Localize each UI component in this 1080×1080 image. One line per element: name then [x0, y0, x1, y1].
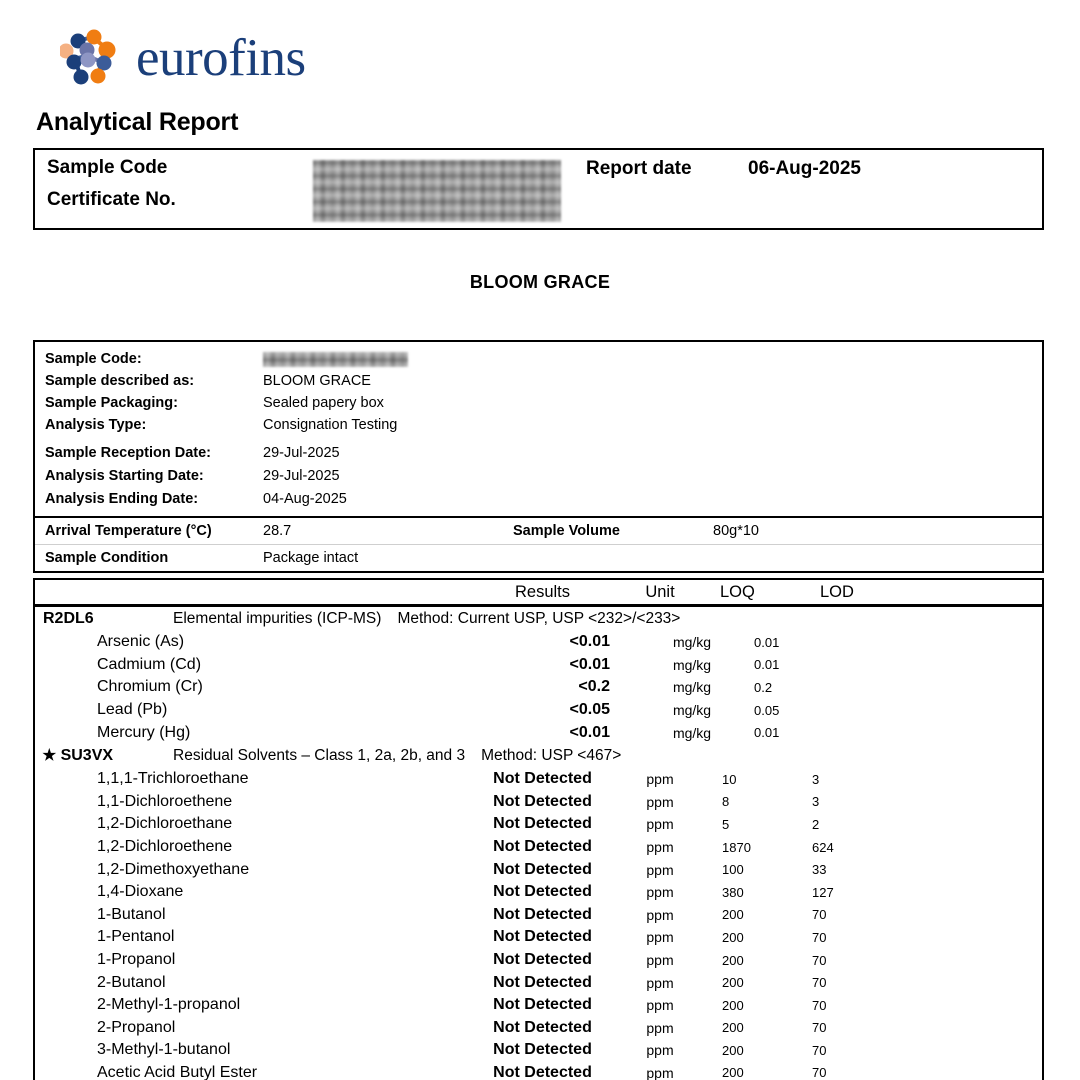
analyte-unit: ppm — [646, 793, 674, 810]
table-row — [35, 768, 1042, 791]
report-date-value: 06-Aug-2025 — [748, 158, 861, 179]
analyte-unit: ppm — [646, 839, 674, 856]
results-group-method: Method: USP <467> — [481, 746, 622, 764]
table-row — [35, 926, 1042, 949]
sample-info-row — [35, 370, 1042, 392]
analyte-lod: 70 — [812, 907, 827, 923]
analyte-name: 1-Propanol — [97, 951, 176, 969]
analyte-name: 1,2-Dichloroethene — [97, 838, 233, 856]
analyte-loq: 10 — [722, 771, 737, 787]
results-group-header — [35, 607, 1042, 631]
analyte-name: 1,1-Dichloroethene — [97, 792, 233, 810]
analyte-loq: 5 — [722, 816, 730, 832]
analyte-name: 2-Butanol — [97, 973, 166, 991]
brand-logo — [60, 26, 306, 90]
analyte-lod: 70 — [812, 997, 827, 1013]
analyte-unit: ppm — [646, 1042, 674, 1059]
analyte-lod: 3 — [812, 771, 820, 787]
analyte-unit: mg/kg — [672, 679, 712, 696]
sample-info-row — [35, 441, 1042, 464]
analyte-loq: 200 — [722, 997, 744, 1013]
results-group-code — [43, 610, 173, 628]
analyte-unit: ppm — [646, 997, 674, 1014]
analyte-result: Not Detected — [493, 928, 592, 946]
analyte-lod: 2 — [812, 816, 820, 832]
results-table-body — [35, 607, 1042, 1080]
table-row — [35, 1062, 1042, 1080]
analyte-name: 1,1,1-Trichloroethane — [97, 770, 249, 788]
table-row — [35, 631, 1042, 654]
analyte-result: Not Detected — [493, 951, 592, 969]
analyte-unit: ppm — [646, 974, 674, 991]
sample-volume-value: 80g*10 — [713, 523, 759, 539]
analyte-result: <0.01 — [569, 633, 610, 651]
sample-info-value: BLOOM GRACE — [263, 373, 371, 389]
analyte-name: 1-Butanol — [97, 905, 166, 923]
analyte-result: Not Detected — [493, 996, 592, 1014]
analyte-unit: ppm — [646, 952, 674, 969]
analyte-unit: ppm — [646, 1064, 674, 1080]
sample-info-label: Sample Code: — [45, 351, 142, 367]
sample-condition-row — [35, 544, 1042, 571]
analyte-loq: 8 — [722, 794, 730, 810]
column-header-lod: LOD — [820, 582, 854, 601]
sample-info-label: Analysis Type: — [45, 417, 147, 433]
analyte-result: Not Detected — [493, 860, 592, 878]
sample-condition-label: Sample Condition — [45, 550, 169, 566]
analyte-name: 1,2-Dimethoxyethane — [97, 860, 250, 878]
arrival-temperature-row — [35, 516, 1042, 544]
sample-info-label: Sample Packaging: — [45, 395, 178, 411]
sample-info-row — [35, 487, 1042, 510]
analyte-loq: 0.01 — [754, 725, 780, 741]
analyte-unit: ppm — [646, 771, 674, 788]
sample-info-label: Analysis Starting Date: — [45, 467, 204, 484]
sample-info-value: 04-Aug-2025 — [263, 490, 347, 507]
analyte-unit: ppm — [646, 861, 674, 878]
sample-info-value: 29-Jul-2025 — [263, 444, 340, 461]
analyte-result: <0.2 — [578, 678, 610, 696]
sample-info-value: 29-Jul-2025 — [263, 467, 340, 484]
table-row — [35, 813, 1042, 836]
table-row — [35, 971, 1042, 994]
table-row — [35, 699, 1042, 722]
brand-wordmark: eurofins — [136, 28, 306, 87]
analyte-name: 2-Methyl-1-propanol — [97, 996, 241, 1014]
analyte-lod: 70 — [812, 1042, 827, 1058]
table-row — [35, 949, 1042, 972]
analyte-loq: 200 — [722, 907, 744, 923]
analyte-name: 1,4-Dioxane — [97, 883, 184, 901]
results-group-header — [35, 744, 1042, 768]
analyte-loq: 100 — [722, 862, 744, 878]
table-row — [35, 881, 1042, 904]
sample-volume-label: Sample Volume — [513, 523, 620, 539]
column-header-results: Results — [514, 582, 571, 601]
certificate-no-label: Certificate No. — [47, 189, 176, 210]
analyte-result: Not Detected — [493, 838, 592, 856]
report-date-label: Report date — [586, 158, 692, 179]
table-row — [35, 676, 1042, 699]
results-group-code — [43, 746, 173, 765]
analyte-name: Cadmium (Cd) — [97, 655, 202, 673]
table-row — [35, 791, 1042, 814]
eurofins-molecule-icon — [60, 29, 126, 87]
results-table — [33, 578, 1044, 1080]
analyte-lod: 624 — [812, 839, 834, 855]
analyte-result: <0.05 — [569, 701, 610, 719]
analyte-result: <0.01 — [569, 723, 610, 741]
table-row — [35, 1017, 1042, 1040]
redacted-sample-code-value — [263, 352, 408, 367]
report-header-box — [33, 148, 1044, 230]
analyte-result: Not Detected — [493, 1063, 592, 1080]
analyte-loq: 0.05 — [754, 702, 780, 718]
analyte-result: Not Detected — [493, 815, 592, 833]
star-icon: ✭ — [43, 747, 56, 765]
analyte-result: Not Detected — [493, 792, 592, 810]
page-title: Analytical Report — [36, 108, 239, 136]
table-row — [35, 994, 1042, 1017]
analyte-unit: mg/kg — [672, 634, 712, 651]
analyte-loq: 0.2 — [754, 679, 773, 695]
sample-info-value: Sealed papery box — [263, 395, 384, 411]
analyte-unit: mg/kg — [672, 656, 712, 673]
analyte-lod: 33 — [812, 862, 827, 878]
analyte-lod: 3 — [812, 794, 820, 810]
analyte-unit: mg/kg — [672, 702, 712, 719]
table-row — [35, 654, 1042, 677]
analyte-loq: 380 — [722, 884, 744, 900]
results-group-description: Elemental impurities (ICP-MS) — [173, 610, 382, 627]
table-row — [35, 836, 1042, 859]
analyte-loq: 200 — [722, 929, 744, 945]
analyte-lod: 70 — [812, 929, 827, 945]
column-header-loq: LOQ — [720, 582, 755, 601]
analyte-loq: 200 — [722, 1020, 744, 1036]
analyte-unit: ppm — [646, 1019, 674, 1036]
analyte-name: Arsenic (As) — [97, 633, 185, 651]
analyte-lod: 70 — [812, 975, 827, 991]
redacted-sample-code-value — [313, 160, 561, 222]
sample-info-row — [35, 348, 1042, 370]
table-row — [35, 904, 1042, 927]
table-row — [35, 721, 1042, 744]
analyte-name: Chromium (Cr) — [97, 678, 203, 696]
analyte-lod: 70 — [812, 952, 827, 968]
analyte-name: Acetic Acid Butyl Ester — [97, 1063, 258, 1080]
results-group-method: Method: Current USP, USP <232>/<233> — [397, 610, 681, 627]
analyte-result: Not Detected — [493, 1041, 592, 1059]
analyte-unit: ppm — [646, 816, 674, 833]
analyte-loq: 200 — [722, 975, 744, 991]
analyte-lod: 70 — [812, 1065, 827, 1080]
analyte-loq: 0.01 — [754, 634, 780, 650]
results-group-code-text: R2DL6 — [43, 610, 94, 627]
analyte-name: 3-Methyl-1-butanol — [97, 1041, 231, 1059]
sample-info-row — [35, 464, 1042, 487]
column-header-unit: Unit — [645, 582, 675, 601]
analyte-result: Not Detected — [493, 1018, 592, 1036]
analyte-loq: 200 — [722, 1065, 744, 1080]
analyte-unit: ppm — [646, 884, 674, 901]
analyte-unit: ppm — [646, 929, 674, 946]
results-table-header-row — [35, 580, 1042, 607]
sample-info-box — [33, 340, 1044, 573]
analyte-name: 2-Propanol — [97, 1018, 176, 1036]
results-group-code-text: SU3VX — [60, 747, 114, 765]
analyte-unit: ppm — [646, 906, 674, 923]
table-row — [35, 1039, 1042, 1062]
table-row — [35, 858, 1042, 881]
analyte-unit: mg/kg — [672, 724, 712, 741]
sample-code-label: Sample Code — [47, 157, 168, 178]
analyte-name: 1-Pentanol — [97, 928, 175, 946]
analyte-name: 1,2-Dichloroethane — [97, 815, 233, 833]
sample-info-label: Analysis Ending Date: — [45, 490, 199, 507]
product-name: BLOOM GRACE — [469, 272, 611, 292]
analyte-name: Mercury (Hg) — [97, 723, 191, 741]
sample-info-value: Consignation Testing — [263, 417, 398, 433]
arrival-temperature-value: 28.7 — [263, 523, 292, 539]
analyte-result: Not Detected — [493, 883, 592, 901]
sample-info-rows — [35, 348, 1042, 510]
analyte-loq: 200 — [722, 1042, 744, 1058]
sample-info-label: Sample Reception Date: — [45, 444, 211, 461]
analyte-result: Not Detected — [493, 770, 592, 788]
analyte-result: Not Detected — [493, 905, 592, 923]
analyte-name: Lead (Pb) — [97, 701, 168, 719]
analyte-result: Not Detected — [493, 973, 592, 991]
analyte-lod: 127 — [812, 884, 834, 900]
results-group-description: Residual Solvents – Class 1, 2a, 2b, and 3 — [173, 746, 466, 764]
analyte-loq: 1870 — [722, 839, 751, 855]
sample-info-row — [35, 414, 1042, 436]
analyte-result: <0.01 — [569, 655, 610, 673]
sample-info-label: Sample described as: — [45, 373, 195, 389]
sample-condition-value: Package intact — [263, 550, 359, 566]
sample-info-row — [35, 392, 1042, 414]
analyte-loq: 0.01 — [754, 657, 780, 673]
analyte-loq: 200 — [722, 952, 744, 968]
analyte-lod: 70 — [812, 1020, 827, 1036]
arrival-temperature-label: Arrival Temperature (°C) — [45, 523, 212, 539]
